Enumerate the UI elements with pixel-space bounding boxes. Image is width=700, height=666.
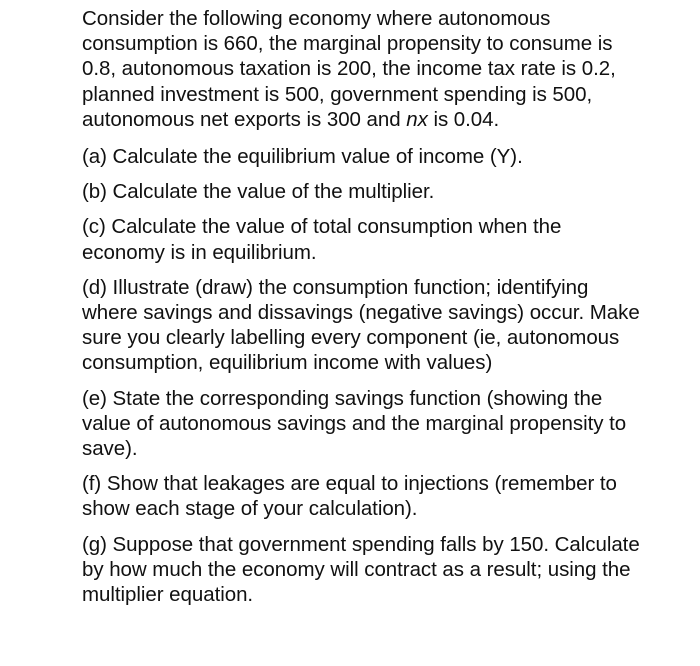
nx-term: nx [406,107,428,131]
question-g: (g) Suppose that government spending falls by 150. Calculate by how much the economy will contract as a result; using the multiplier equation. [82,532,640,607]
question-e: (e) State the corresponding savings function (showing the value of autonomous savings and the marginal propensity to save). [82,386,627,461]
question-f: (f) Show that leakages are equal to injections (remember to show each stage of your calculation). [82,472,617,521]
intro-text-end: is 0.04. [427,107,500,131]
question-b: (b) Calculate the value of the multiplier. [82,180,435,204]
question-d: (d) Illustrate (draw) the consumption function; identifying where savings and dissavings (negative savings) occur. Make sure you clearly labelling every component (ie, autonomous consumption, equilibrium income with values) [82,275,640,375]
intro-paragraph [82,6,642,132]
intro-text: Consider the following economy where autonomous consumption is 660, the marginal propensity to consume is 0.8, autonomous taxation is 200, the income tax rate is 0.2, planned investment is 500, government spending is 500, autonomous net exports is 300 and [82,7,616,131]
question-c: (c) Calculate the value of total consumption when the economy is in equilibrium. [82,215,562,264]
question-a: (a) Calculate the equilibrium value of income (Y). [82,145,523,169]
question-document [82,6,642,607]
